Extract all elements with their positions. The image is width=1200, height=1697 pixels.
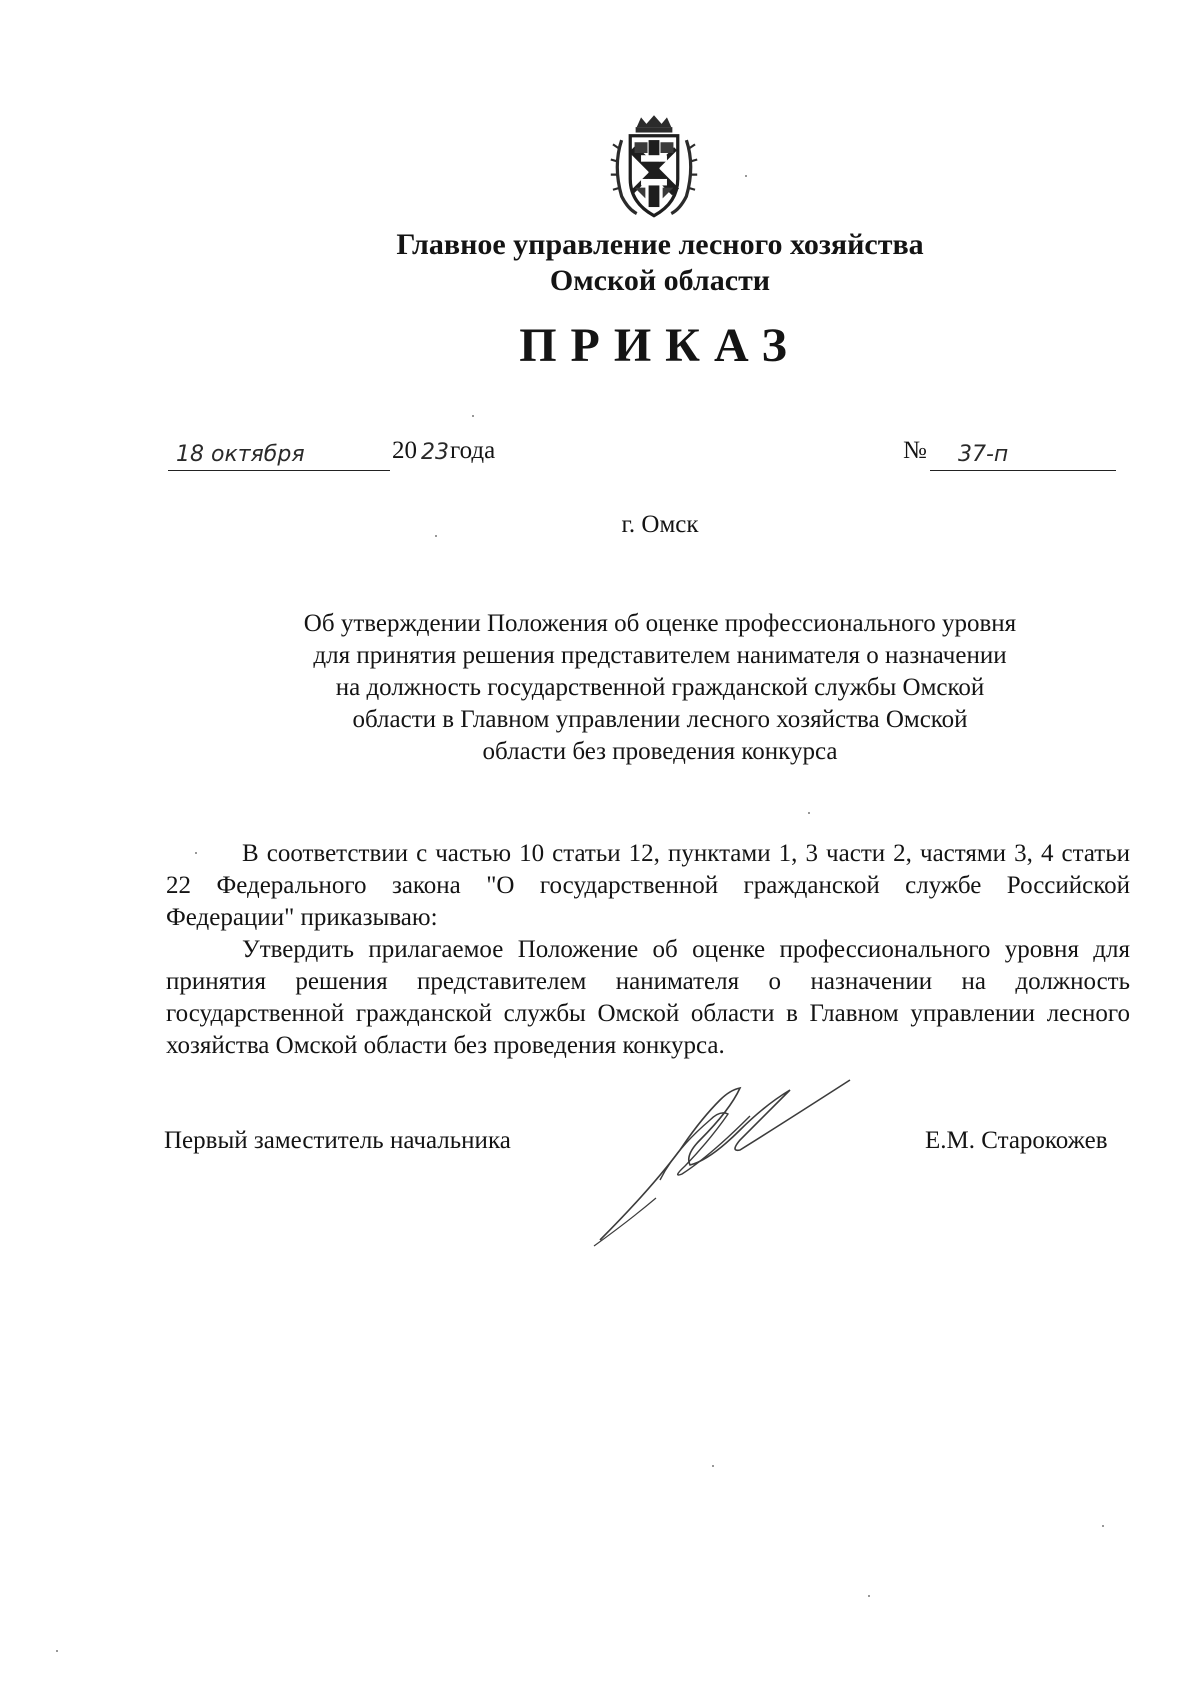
scan-speck: [712, 1465, 714, 1467]
scan-speck: [868, 1595, 870, 1597]
city: г. Омск: [621, 511, 699, 538]
scan-speck: [56, 1650, 58, 1652]
scan-speck: [472, 415, 474, 417]
date-underline: [168, 470, 390, 471]
number-underline: [930, 470, 1116, 471]
order-subject: [230, 608, 1090, 768]
document-title: ПРИКАЗ: [519, 319, 801, 372]
signatory-name: Е.М. Старокожев: [925, 1127, 1108, 1154]
handwritten-year: 23: [421, 440, 449, 465]
handwritten-number: 37-п: [958, 442, 1009, 467]
scan-speck: [1102, 1525, 1104, 1527]
handwritten-date: 18 октября: [176, 442, 305, 467]
year-suffix: года: [450, 437, 496, 464]
scan-speck: [195, 852, 197, 854]
subject-line: области без проведения конкурса: [482, 738, 838, 765]
subject-line: на должность государственной гражданской службы Омской: [335, 674, 985, 701]
handwritten-signature-icon: [590, 1070, 860, 1250]
scan-speck: [808, 812, 810, 814]
year-prefix: 20: [392, 437, 417, 464]
order-body: [166, 838, 1130, 1062]
subject-line: для принятия решения представителем нанимателя о назначении: [313, 642, 1007, 669]
subject-line: Об утверждении Положения об оценке профессионального уровня: [303, 610, 1017, 637]
scan-speck: [435, 535, 437, 537]
organization-name-line1: Главное управление лесного хозяйства: [396, 228, 924, 261]
subject-line: области в Главном управлении лесного хозяйства Омской: [352, 706, 968, 733]
body-paragraph-order: Утвердить прилагаемое Положение об оценке профессионального уровня для принятия решения представителем нанимателя о назначении на должность государственной гражданской службы Омской области в Главном управлении лесного хозяйства Омской области без проведения конкурса.: [166, 936, 1130, 1059]
number-label: №: [903, 437, 927, 464]
signatory-position: Первый заместитель начальника: [164, 1127, 511, 1154]
scan-speck: [745, 175, 747, 177]
organization-name-line2: Омской области: [549, 264, 771, 297]
body-paragraph-basis: В соответствии с частью 10 статьи 12, пунктами 1, 3 части 2, частями 3, 4 статьи 22 Федерального закона "О государственной гражданской службе Российской Федерации" приказываю:: [166, 840, 1130, 931]
omsk-oblast-coat-of-arms-icon: [600, 112, 708, 220]
